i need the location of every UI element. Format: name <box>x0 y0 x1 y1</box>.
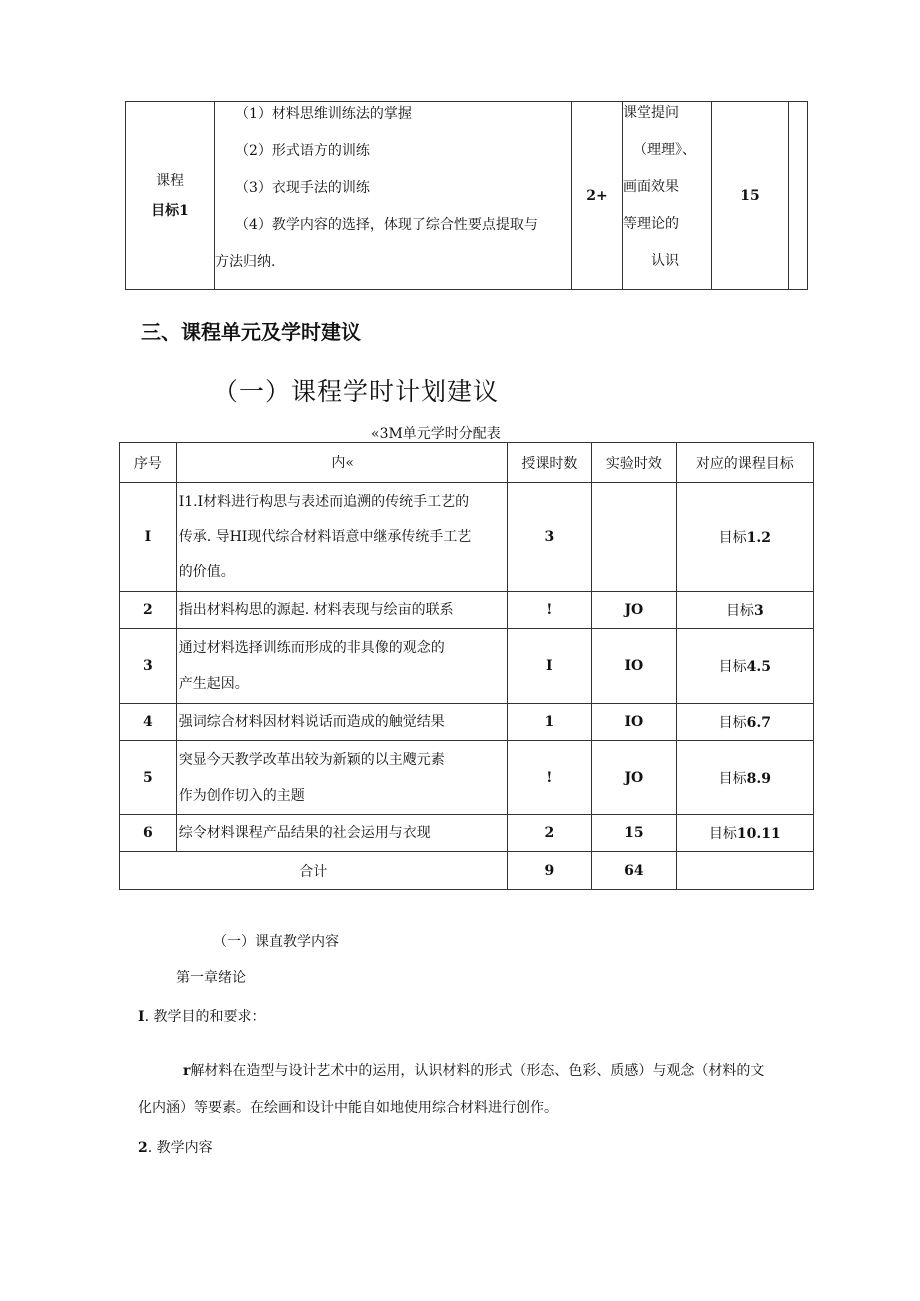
goal-method-cell <box>623 102 712 290</box>
total-lab-hours: 64 <box>592 852 677 890</box>
total-teach-hours: 9 <box>507 852 592 890</box>
row-lab-hours <box>592 483 677 592</box>
goal-number: 8.9 <box>746 770 771 787</box>
header-content: 内« <box>176 443 507 483</box>
goal-prefix: 目标 <box>718 659 747 675</box>
content-line: 的价值。 <box>178 563 235 580</box>
row-index: 4 <box>120 704 177 741</box>
table-header-row <box>120 443 814 483</box>
method-line: 课堂提问 <box>623 105 679 121</box>
goal-item: （4）教学内容的选择，体现了综合性要点提取与 <box>235 217 538 233</box>
row-goal <box>676 741 813 815</box>
content-line: 指出材料构思的源起. 材料表现与绘亩的联系 <box>178 602 454 618</box>
table-row <box>120 741 814 815</box>
subsection-title: （一）课程学时计划建议 <box>213 377 500 406</box>
method-line: （理理》、 <box>633 142 696 158</box>
goal-prefix: 目标 <box>725 603 754 619</box>
row-lab-hours: JO <box>592 592 677 629</box>
paragraph-line-1 <box>183 1060 764 1080</box>
total-row <box>120 852 814 890</box>
total-label: 合计 <box>120 852 508 890</box>
point-1-number: I <box>138 1009 145 1025</box>
row-goal <box>676 815 813 852</box>
table-caption: «3M单元学时分配表 <box>371 426 501 442</box>
table-row <box>120 483 814 592</box>
row-goal <box>676 629 813 704</box>
row-content <box>176 629 507 704</box>
row-lab-hours: IO <box>592 629 677 704</box>
goal-score-cell: 15 <box>712 102 789 290</box>
content-line: 产生起因。 <box>178 676 249 692</box>
header-goal: 对应的课程目标 <box>676 443 813 483</box>
method-line: 画面效果 <box>623 179 679 195</box>
content-line: 作为创作切入的主题 <box>178 787 305 804</box>
row-index: 6 <box>120 815 177 852</box>
goal-number: 6.7 <box>746 715 771 731</box>
goal-prefix: 目标 <box>708 826 737 842</box>
row-lab-hours: IO <box>592 704 677 741</box>
row-content <box>176 592 507 629</box>
content-line: 突显今天教学改革出较为新颖的以主飕元素 <box>178 751 445 768</box>
row-content <box>176 815 507 852</box>
goal-content-cell <box>215 102 572 290</box>
blank-cell <box>789 102 808 290</box>
header-index: 序号 <box>120 443 177 483</box>
row-teach-hours: 3 <box>507 483 592 592</box>
paragraph-lead: r <box>183 1063 191 1079</box>
goal-item: 方法归纳. <box>215 254 276 270</box>
goal-number: 1.2 <box>746 530 771 546</box>
row-index: 3 <box>120 629 177 704</box>
table-row <box>120 629 814 704</box>
row-teach-hours: I <box>507 629 592 704</box>
row-goal <box>676 483 813 592</box>
row-teach-hours: 1 <box>507 704 592 741</box>
content-heading: （一）课直教学内容 <box>213 934 339 950</box>
row-index: 5 <box>120 741 177 815</box>
table-row <box>120 592 814 629</box>
goal-number: 4.5 <box>746 659 771 675</box>
goal-label-line2: 目标1 <box>151 202 189 219</box>
method-line: 认识 <box>651 253 679 269</box>
row-goal <box>676 592 813 629</box>
chapter-title: 第一章绪论 <box>176 970 246 986</box>
header-lab-hours: 实验时效 <box>592 443 677 483</box>
content-line: 传承. 导HI现代综合材料语意中继承传统手工艺 <box>178 528 472 545</box>
goal-hours-cell: 2+ <box>572 102 623 290</box>
row-content <box>176 483 507 592</box>
paragraph-line-2: 化内涵）等要素。在绘画和设计中能自如地使用综合材料进行创作。 <box>138 1100 558 1116</box>
point-1-text: . 教学目的和要求： <box>144 1009 266 1025</box>
row-content <box>176 741 507 815</box>
point-2-text: . 教学内容 <box>147 1140 213 1156</box>
total-goal <box>676 852 813 890</box>
method-line: 等理论的 <box>623 216 679 232</box>
paragraph-text-1: 解材料在造型与设计艺术中的运用，认识材料的形式（形态、色彩、质感）与观念（材料的文 <box>190 1063 765 1079</box>
point-1 <box>138 1006 265 1026</box>
point-2-number: 2 <box>138 1140 148 1156</box>
row-goal <box>676 704 813 741</box>
point-2 <box>138 1137 213 1157</box>
goal-prefix: 目标 <box>718 530 747 546</box>
header-teach-hours: 授课时数 <box>507 443 592 483</box>
row-teach-hours: ! <box>507 741 592 815</box>
table-row <box>120 815 814 852</box>
goal-item: （3）衣现手法的训练 <box>235 180 370 196</box>
row-lab-hours: JO <box>592 741 677 815</box>
goal-item: （2）形式语方的训练 <box>235 143 370 159</box>
goal-number: 10.11 <box>736 826 781 842</box>
goal-label-cell <box>126 102 215 290</box>
goal-prefix: 目标 <box>718 715 747 731</box>
hours-allocation-table <box>119 442 814 890</box>
course-goal-table <box>125 101 808 290</box>
row-teach-hours: ! <box>507 592 592 629</box>
table-row <box>120 704 814 741</box>
content-line: 强词综合材料因材料说话而造成的触觉结果 <box>178 714 445 730</box>
row-lab-hours: 15 <box>592 815 677 852</box>
content-line: I1.I材料进行构思与表述而追溯的传统手工艺的 <box>178 493 470 510</box>
section-title: 三、课程单元及学时建议 <box>141 320 361 344</box>
row-teach-hours: 2 <box>507 815 592 852</box>
content-line: 综令材料课程产品结果的社会运用与衣现 <box>178 825 431 841</box>
row-content <box>176 704 507 741</box>
goal-prefix: 目标 <box>718 770 747 787</box>
goal-label-line1: 课程 <box>156 172 184 189</box>
row-index: I <box>120 483 177 592</box>
content-line: 通过材料选择训练而形成的非具像的观念的 <box>178 640 445 656</box>
goal-item: （1）材料思维训练法的掌握 <box>235 106 412 122</box>
goal-number: 3 <box>753 603 764 619</box>
row-index: 2 <box>120 592 177 629</box>
